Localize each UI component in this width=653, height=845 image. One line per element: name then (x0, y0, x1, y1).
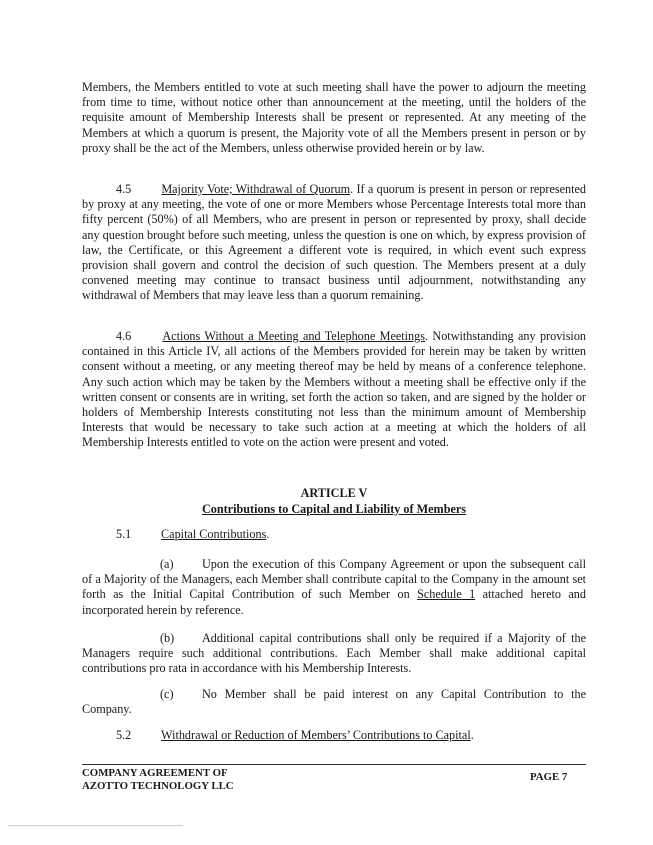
article-heading (82, 486, 586, 517)
section-5-1-c (82, 687, 586, 717)
section-title: Capital Contributions (161, 527, 267, 541)
section-title: Actions Without a Meeting and Telephone Meetings (162, 329, 425, 343)
section-4-5: 4.5 Majority Vote; Withdrawal of Quorum. If a quorum is present in person or represented by proxy at any meeting, the vote of one or more Members whose Percentage Interests total more than fifty percent (50%) of all Members, who are present in person or represented by proxy, shall decide any question brought before such meeting, unless the question is one on which, by express provision of law, the Certificate, or this Agreement a different vote is required, in which event such express provision shall govern and control the decision of such question. The Members present at a duly convened meeting may continue to transact business until adjournment, notwithstanding any withdrawal of Members that may leave less than a quorum remaining. (82, 182, 586, 303)
section-5-1-a (82, 557, 586, 618)
footer-divider (82, 764, 586, 765)
clause-label: (a) (160, 557, 174, 571)
clause-label: (b) (160, 631, 175, 645)
footer-line-1: COMPANY AGREEMENT OF (82, 767, 228, 779)
section-number: 4.5 (116, 182, 132, 196)
section-5-2: 5.2 Withdrawal or Reduction of Members’ Contributions to Capital. (116, 728, 474, 742)
section-text: Notwithstanding any provision contained in this Article IV, all actions of the Members provided for herein may be taken by written consent without a meeting, or any meeting thereof may be held by means of a conference telephone. Any such action which may be taken by the Members without a meeting shall be effective only if the written consent or consents are in writing, set forth the action so taken, and are signed by the holder or holders of Membership Interests constituting not less than the minimum amount of Membership Interests that would be necessary to take such action at a meeting at which the holders of all Membership Interests entitled to vote on the action were present and voted. (82, 329, 587, 450)
section-title: Withdrawal or Reduction of Members’ Contributions to Capital (161, 728, 471, 742)
section-4-6: 4.6 Actions Without a Meeting and Telephone Meetings. Notwithstanding any provision contained in this Article IV, all actions of the Members provided for herein may be taken by written consent without a meeting, or any meeting thereof may be held by means of a conference telephone. Any such action which may be taken by the Members without a meeting shall be effective only if the written consent or consents are in writing, set forth the action so taken, and are signed by the holder or holders of Membership Interests constituting not less than the minimum amount of Membership Interests that would be necessary to take such action at a meeting at which the holders of all Membership Interests entitled to vote on the action were present and voted. (82, 329, 587, 450)
section-text: If a quorum is present in person or represented by proxy at any meeting, the vote of one or more Members whose Percentage Interests total more than fifty percent (50%) of all Members, who are present in person or represented by proxy, shall decide any question brought before such meeting, unless the question is one on which, by express provision of law, the Certificate, or this Agreement a different vote is required, in which event such express provision shall govern and control the decision of such question. The Members present at a duly convened meeting may continue to transact business until adjournment, notwithstanding any withdrawal of Members that may leave less than a quorum remaining. (82, 182, 586, 303)
paragraph-continuation (82, 80, 586, 156)
clause-text: No Member shall be paid interest on any Capital Contribution to the Company. (82, 687, 586, 717)
section-number: 4.6 (116, 329, 132, 343)
scan-artifact-line (8, 825, 183, 826)
section-5-1-heading: 5.1 Capital Contributions. (116, 527, 270, 541)
page-number: PAGE 7 (530, 771, 568, 783)
clause-text: Additional capital contributions shall only be required if a Majority of the Managers require such additional contributions. Each Member shall make additional capital contributions pro rata in accordance with his Membership Interests. (82, 631, 586, 676)
footer-line-2: AZOTTO TECHNOLOGY LLC (82, 780, 234, 792)
footer-document-name (82, 767, 234, 793)
article-subtitle: Contributions to Capital and Liability of Members (201, 501, 467, 516)
schedule-reference: Schedule 1 (417, 587, 476, 602)
clause-label: (c) (160, 687, 174, 701)
article-title: ARTICLE V (300, 486, 368, 500)
section-number: 5.2 (116, 728, 132, 742)
section-5-1-b (82, 631, 586, 677)
section-number: 5.1 (116, 527, 132, 541)
clause-text: Upon the execution of this Company Agreement or upon the subsequent call of a Majority of the Managers, each Member shall contribute capital to the Company in the amount set forth as the Initial Capital Contribution of such Member on (82, 557, 586, 602)
clause-text-end: attached hereto and incorporated herein by reference. (82, 587, 586, 617)
section-title: Majority Vote; Withdrawal of Quorum (161, 182, 351, 196)
continuation-text: Members, the Members entitled to vote at such meeting shall have the power to adjourn the meeting from time to time, without notice other than announcement at the meeting, until the holders of the requisite amount of Membership Interests shall be present or represented. At any meeting of the Members at which a quorum is present, the Majority vote of all the Members present in person or by proxy shall be the act of the Members, unless otherwise provided herein or by law. (82, 80, 586, 155)
